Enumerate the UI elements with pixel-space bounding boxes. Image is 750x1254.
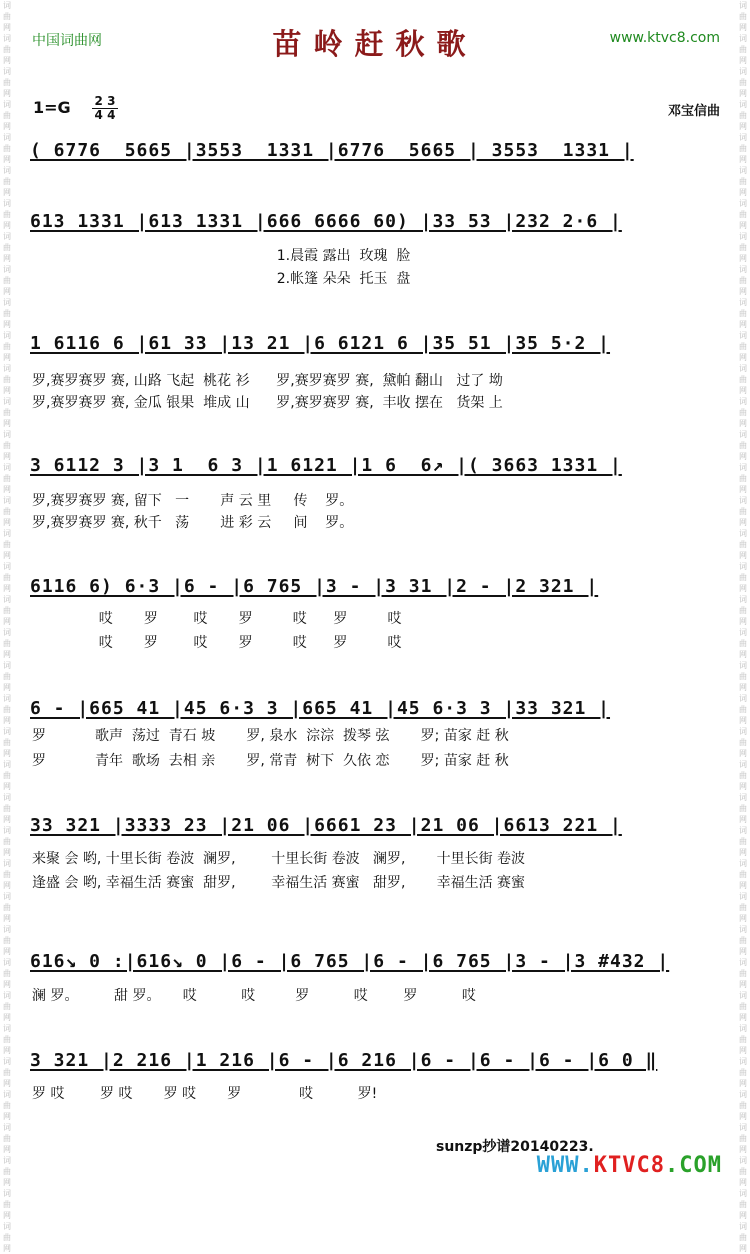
transcriber-credit: sunzp抄谱20140223.	[436, 1139, 594, 1155]
watermark-prefix: WWW.	[536, 1153, 594, 1178]
lyric-line-10: 罗 青年 歌场 去相 亲 罗, 常青 树下 久依 恋 罗; 苗家 赶 秋	[32, 753, 509, 769]
lyric-line-2: 2.帐篷 朵朵 托玉 盘	[32, 271, 411, 287]
watermark-suffix: .COM	[665, 1153, 722, 1178]
lyric-line-5: 罗,赛罗赛罗 赛, 留下 一 声 云 里 传 罗。	[32, 493, 354, 509]
lyric-line-6: 罗,赛罗赛罗 赛, 秋千 荡 进 彩 云 间 罗。	[32, 515, 354, 531]
song-title: 苗岭赶秋歌	[272, 27, 478, 61]
lyric-line-14: 罗 哎 罗 哎 罗 哎 罗 哎 罗!	[32, 1086, 378, 1102]
site-watermark-logo	[537, 1153, 722, 1178]
lyric-line-3: 罗,赛罗赛罗 赛, 山路 飞起 桃花 衫 罗,赛罗赛罗 赛, 黛帕 翻山 过了 坳	[32, 373, 503, 389]
composer-credit: 邓宝信曲	[667, 104, 720, 119]
score-row-8: 616↘ 0 :|616↘ 0 |6 - |6 765 |6 - |6 765 |3 - |3 #432 |	[30, 951, 670, 972]
score-row-3: 1 6116 6 |61 33 |13 21 |6 6121 6 |35 51 |35 5·2 |	[30, 333, 611, 354]
key-signature: 1=G	[33, 98, 71, 117]
watermark-mid: KTVC8	[593, 1153, 666, 1178]
time-signature	[92, 95, 118, 122]
lyric-line-13: 澜 罗。 甜 罗。 哎 哎 罗 哎 罗 哎	[32, 988, 476, 1004]
lyric-line-11: 来聚 会 哟, 十里长街 卷波 澜罗, 十里长街 卷波 澜罗, 十里长街 卷波	[32, 851, 526, 867]
meter-bottom: 4 4	[94, 108, 116, 122]
lyric-line-1: 1.晨霞 露出 玫瑰 脸	[32, 248, 411, 264]
score-row-4: 3 6112 3 |3 1 6 3 |1 6121 |1 6 6↗ |( 3663 1331 |	[30, 455, 622, 476]
lyric-line-12: 逢盛 会 哟, 幸福生活 赛蜜 甜罗, 幸福生活 赛蜜 甜罗, 幸福生活 赛蜜	[32, 875, 526, 891]
side-watermark-left: 词曲网词曲网词曲网词曲网词曲网词曲网词曲网词曲网词曲网词曲网词曲网词曲网词曲网词曲网词曲网词曲网词曲网词曲网词曲网词曲网词曲网词曲网词曲网词曲网词曲网词曲网词曲网词曲网词曲网词曲网词曲网词曲网词曲网词曲网词曲网词曲网词曲网词曲网	[3, 1, 11, 1253]
score-row-5: 6116 6) 6·3 |6 - |6 765 |3 - |3 31 |2 - |2 321 |	[30, 576, 599, 597]
lyric-line-9: 罗 歌声 荡过 青石 坡 罗, 泉水 淙淙 拨琴 弦 罗; 苗家 赶 秋	[32, 728, 509, 744]
lyric-line-7: 哎 罗 哎 罗 哎 罗 哎	[32, 611, 402, 627]
lyric-line-4: 罗,赛罗赛罗 赛, 金瓜 银果 堆成 山 罗,赛罗赛罗 赛, 丰收 摆在 货架 上	[32, 395, 503, 411]
site-url-right[interactable]: www.ktvc8.com	[609, 30, 720, 46]
score-row-7: 33 321 |3333 23 |21 06 |6661 23 |21 06 |6613 221 |	[30, 815, 622, 836]
lyric-line-8: 哎 罗 哎 罗 哎 罗 哎	[32, 635, 402, 651]
score-row-2: 613 1331 |613 1331 |666 6666 60) |33 53 |232 2·6 |	[30, 211, 622, 232]
score-row-1: ( 6776 5665 |3553 1331 |6776 5665 | 3553 1331 |	[30, 140, 634, 161]
score-row-9: 3 321 |2 216 |1 216 |6 - |6 216 |6 - |6 - |6 - |6 0 ‖	[30, 1050, 658, 1071]
side-watermark-right: 词曲网词曲网词曲网词曲网词曲网词曲网词曲网词曲网词曲网词曲网词曲网词曲网词曲网词曲网词曲网词曲网词曲网词曲网词曲网词曲网词曲网词曲网词曲网词曲网词曲网词曲网词曲网词曲网词曲网词曲网词曲网词曲网词曲网词曲网词曲网词曲网词曲网词曲网	[739, 1, 747, 1253]
meter-top: 2 3	[94, 94, 116, 108]
score-row-6: 6 - |665 41 |45 6·3 3 |665 41 |45 6·3 3 |33 321 |	[30, 698, 611, 719]
site-name-left[interactable]: 中国词曲网	[32, 33, 102, 49]
